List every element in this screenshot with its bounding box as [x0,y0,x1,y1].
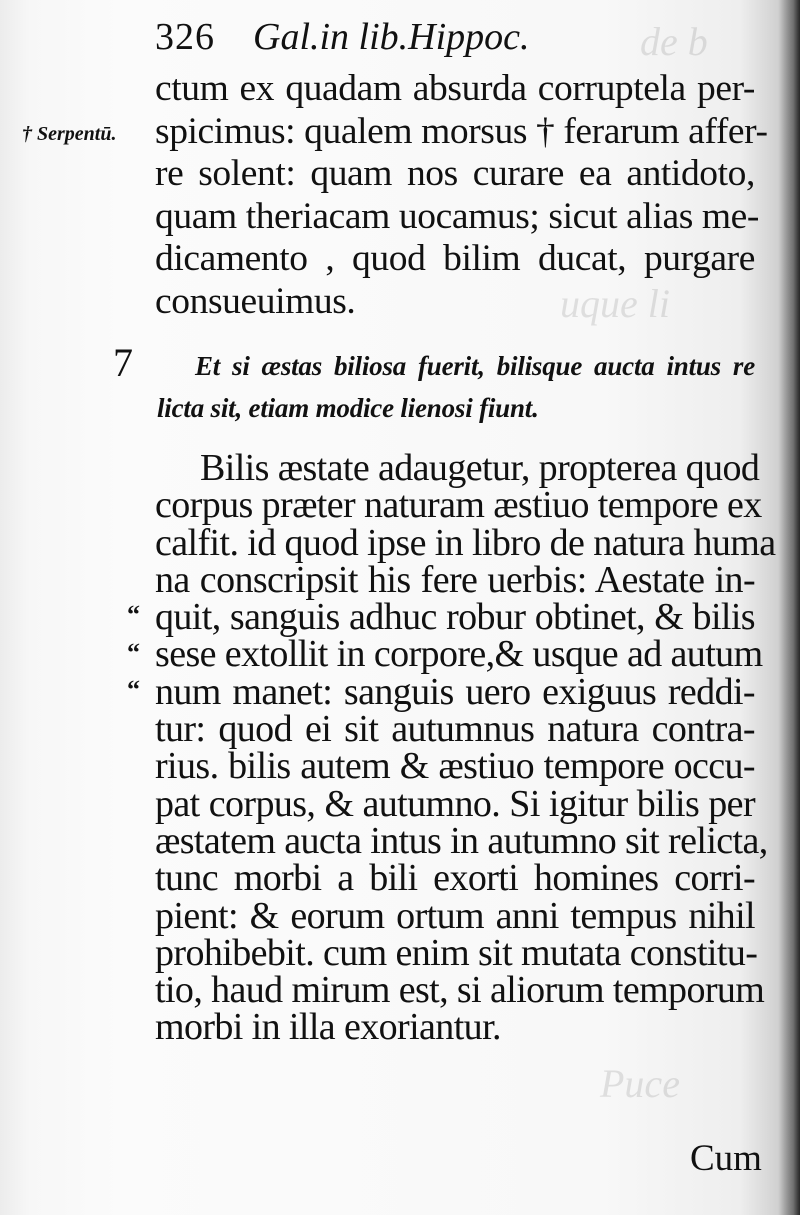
text-line: calfit. id quod ipse in libro de natura huma [155,521,776,564]
text-line: dicamento , quod bilim ducat, purgare [155,238,755,279]
text-line: Bilis æstate adaugetur, propterea quod [200,447,760,489]
text-line: consueuimus. [155,280,356,322]
text-line: tunc morbi a bili exorti homines corri- [155,857,755,900]
show-through-text: uque li [560,281,670,326]
paragraph-continuation [155,68,768,323]
text-line: spicimus: qualem morsus † ferarum affer- [155,110,768,152]
lemma-line: Et si æstas biliosa fuerit, bilisque aucta intus re [195,351,755,381]
text-line: æstatem aucta intus in autumno sit relicta, [155,819,768,862]
text-line: pat corpus, & autumno. Si igitur bilis per [155,782,755,825]
text-line: tio, haud mirum est, si aliorum temporum [155,969,765,1012]
text-line: morbi in illa exoriantur. [155,1006,501,1049]
page-edge-shadow [778,0,800,1215]
show-through-text: Puce [600,1061,680,1106]
text-line: quam theriacam uocamus; sicut alias me- [155,195,759,237]
page-number: 326 [155,16,215,58]
text-line: tur: quod ei sit autumnus natura contra- [155,708,755,751]
text-line: re solent: quam nos curare ea antidoto, [155,153,755,194]
text-line: quit, sanguis adhuc robur obtinet, & bilis [155,596,755,639]
text-line: prohibebit. cum enim sit mutata constitu- [155,931,758,974]
text-line: rius. bilis autem & æstiuo tempore occu- [155,745,755,788]
quotation-mark: “ [127,638,140,667]
show-through-text: de b [640,19,708,64]
catchword: Cum [690,1138,762,1179]
section-number: 7 [113,340,133,385]
text-line: na conscripsit his fere uerbis: Aestate in- [155,558,755,601]
text-line: num manet: sanguis uero exiguus reddi- [155,670,755,713]
quotation-mark: “ [127,675,140,704]
text-line: pient: & eorum ortum anni tempus nihil [155,894,755,937]
running-header [155,14,530,60]
text-line: ctum ex quadam absurda corruptela per- [155,68,755,109]
text-line: sese extollit in corpore,& usque ad autum [155,633,763,676]
margin-note: † Serpentū. [22,123,117,145]
running-head-title: Gal.in lib.Hippoc. [253,16,530,58]
commentary-paragraph [155,447,776,1049]
aphorism-lemma [157,345,755,429]
quotation-mark: “ [127,600,140,629]
lemma-line: licta sit, etiam modice lienosi fiunt. [157,393,539,423]
text-line: corpus præter naturam æstiuo tempore ex [155,484,762,527]
